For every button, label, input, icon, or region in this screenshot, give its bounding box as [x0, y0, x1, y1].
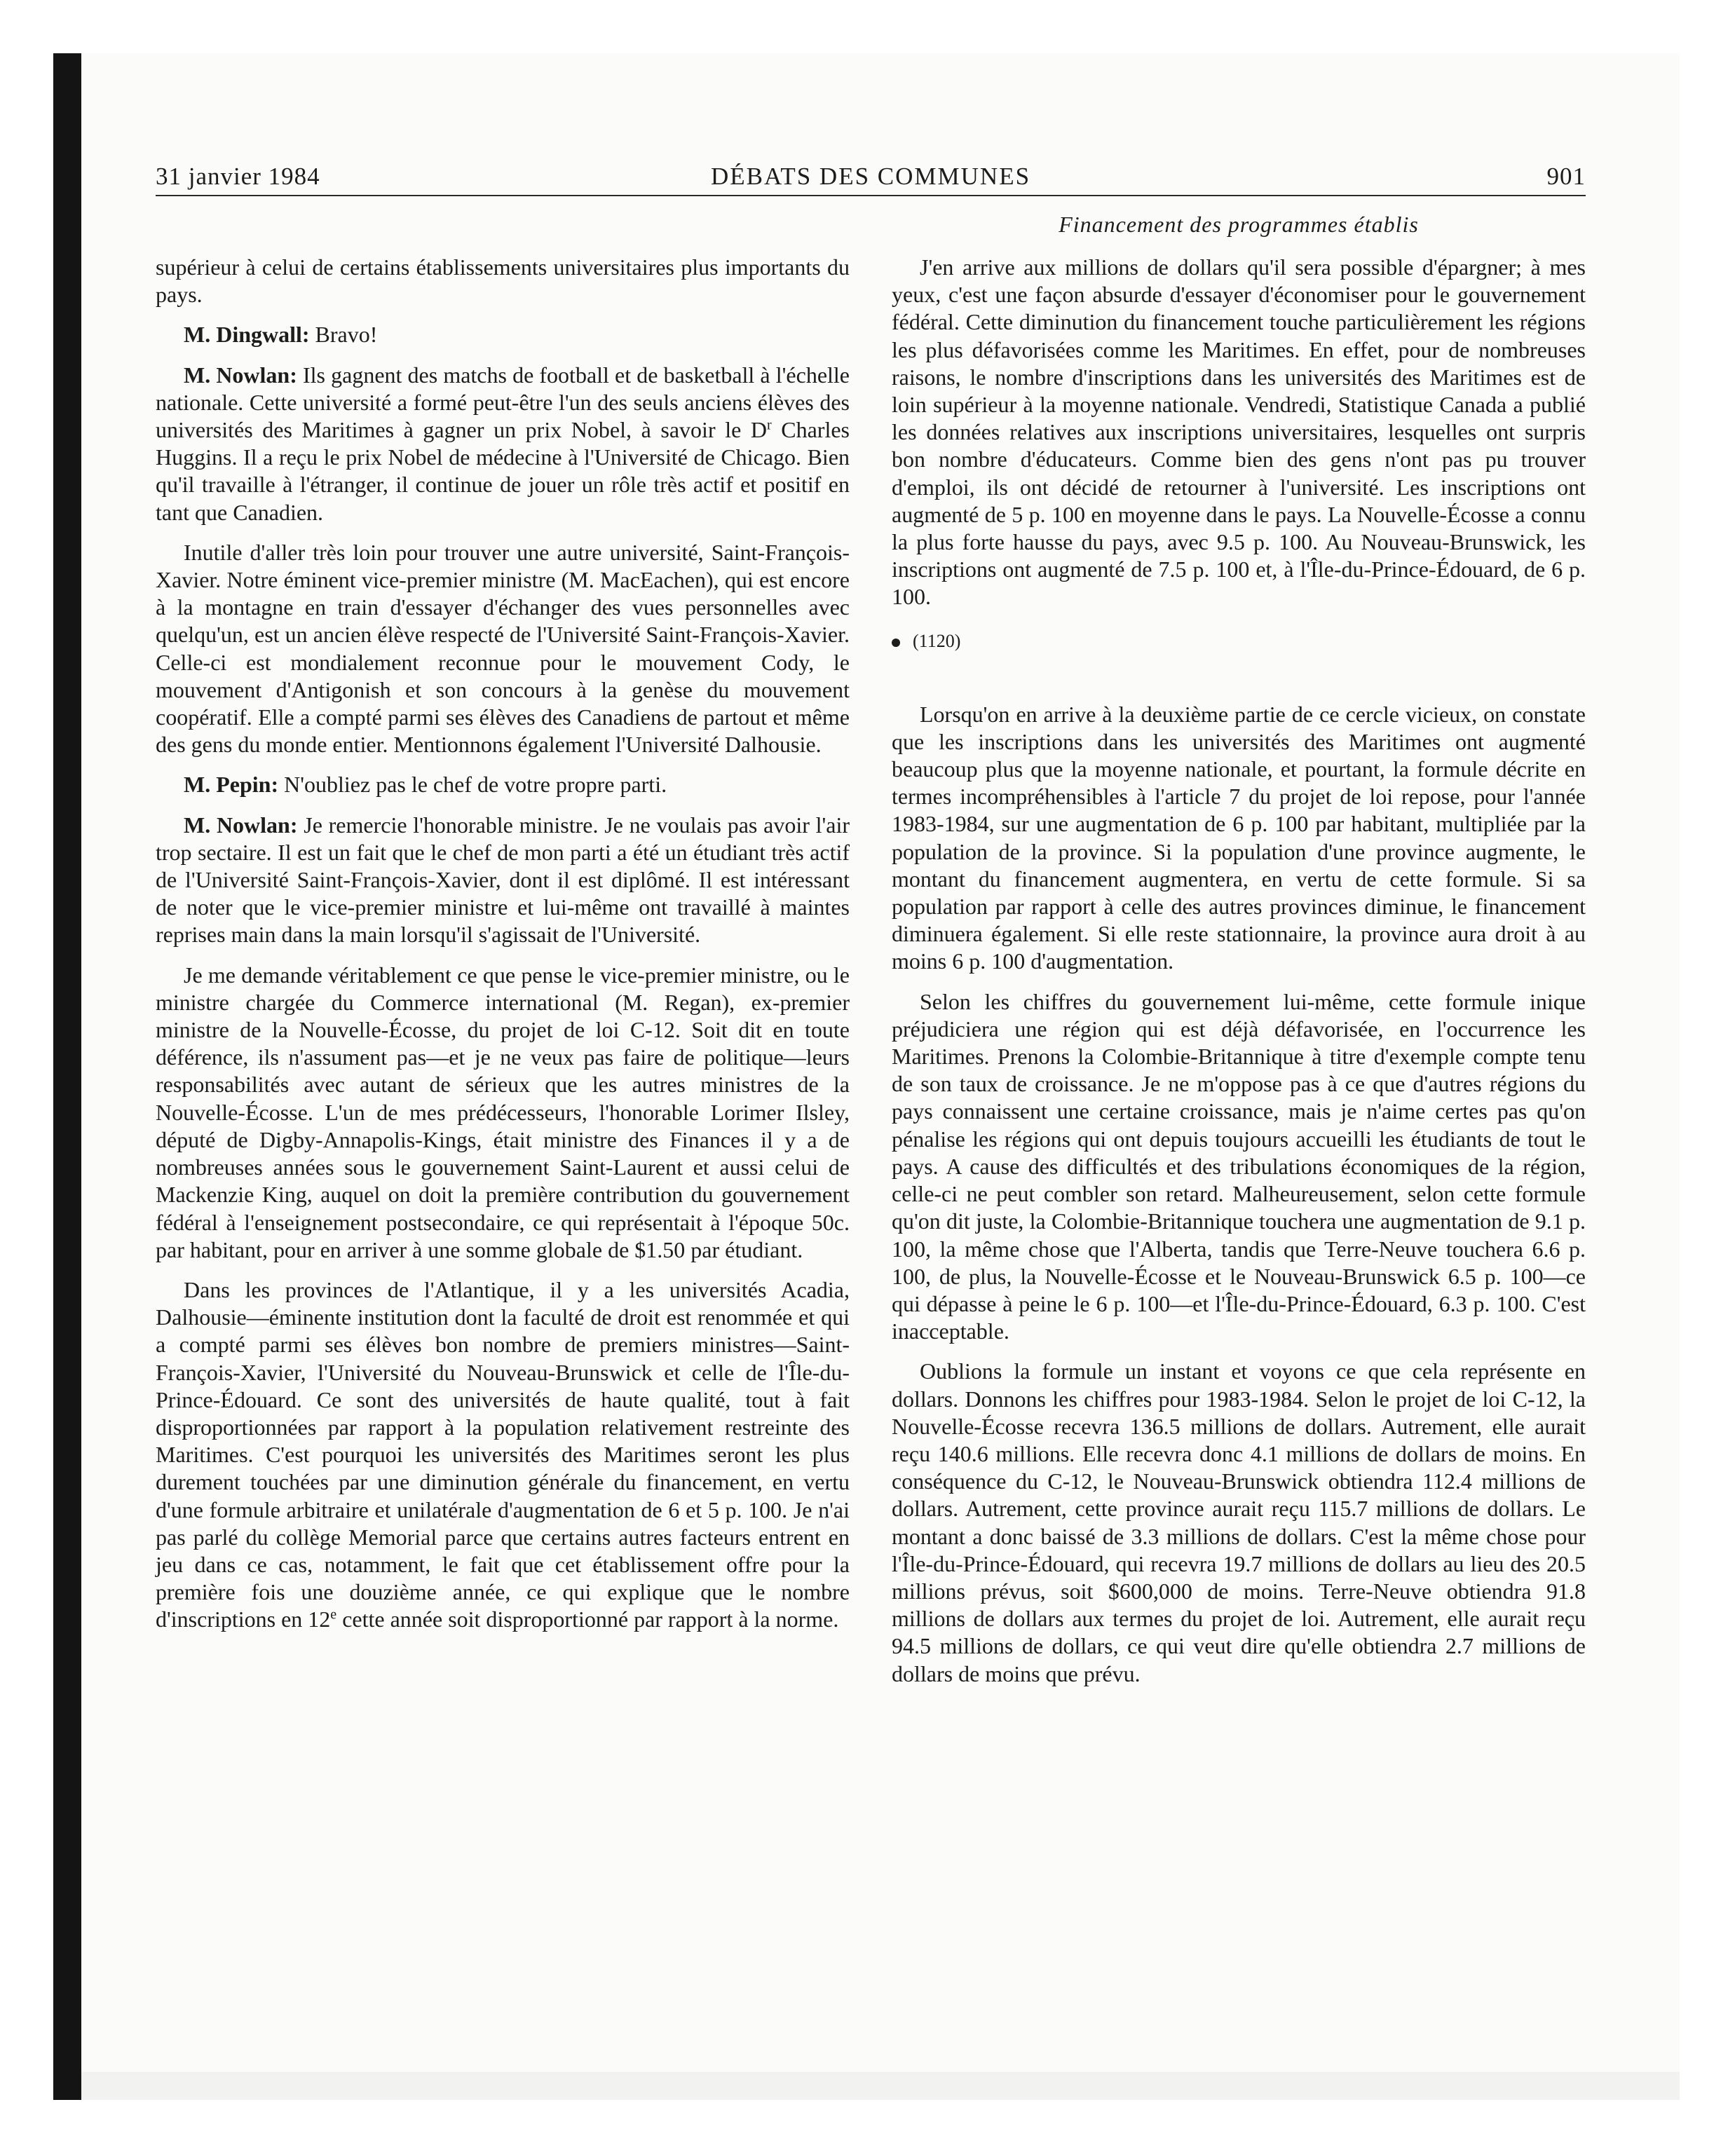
- superscript: r: [766, 417, 772, 433]
- bullet-icon: [892, 639, 900, 647]
- header-page-number: 901: [1546, 163, 1586, 190]
- speech-text: Bravo!: [309, 322, 378, 348]
- scan-binding-edge: [53, 53, 81, 2100]
- speaker-name: M. Dingwall:: [184, 322, 310, 348]
- scan-bottom-edge: [81, 2072, 1680, 2100]
- speaker-name: M. Nowlan:: [184, 812, 298, 838]
- right-column: [892, 254, 1586, 1700]
- paragraph: Oublions la formule un instant et voyons ce que cela représente en dollars. Donnons les chiffres pour 1983-1984. Selon le projet de loi C-12, la Nouvelle-Écosse recevra 136.5 millions de dollars. Autrement, elle aurait reçu 140.6 millions. Elle recevra donc 4.1 millions de dollars de moins. En conséquence du C-12, le Nouveau-Brunswick obtiendra 112.4 millions de dollars. Autrement, cette province aurait reçu 115.7 millions de dollars. Le montant a donc baissé de 3.3 millions de dollars. C'est la même chose pour l'Île-du-Prince-Édouard, qui recevra 19.7 millions de dollars au lieu des 20.5 millions prévus, soit $600,000 de moins. Terre-Neuve obtiendra 91.8 millions de dollars aux termes du projet de loi. Autrement, elle aurait reçu 94.5 millions de dollars, ce qui veut dire qu'elle obtiendra 2.7 millions de dollars de moins que prévu.: [892, 1358, 1586, 1686]
- paragraph: supérieur à celui de certains établissements universitaires plus importants du pays.: [156, 254, 850, 308]
- header-journal-title: DÉBATS DES COMMUNES: [710, 163, 1031, 190]
- superscript: e: [330, 1606, 337, 1623]
- time-marker-label: (1120): [913, 630, 961, 651]
- speaker-name: M. Pepin:: [184, 772, 279, 798]
- section-subheading: Financement des programmes établis: [1059, 212, 1419, 237]
- paragraph: Selon les chiffres du gouvernement lui-même, cette formule inique préjudiciera une région qui est déjà défavorisée, en l'occurrence les Maritimes. Prenons la Colombie-Britannique à titre d'exemple compte tenu de son taux de croissance. Je ne m'oppose pas à ce que d'autres régions du pays connaissent une certaine croissance, mais je n'aime certes pas qu'on pénalise les régions qui ont depuis toujours accueilli les étudiants de tout le pays. A cause des difficultés et des tribulations économiques de la région, celle-ci ne peut combler son retard. Malheureusement, selon cette formule qu'on dit juste, la Colombie-Britannique touchera une augmentation de 9.1 p. 100, la même chose que l'Alberta, tandis que Terre-Neuve touchera 6.6 p. 100, de plus, la Nouvelle-Écosse et le Nouveau-Brunswick 6.5 p. 100—ce qui dépasse à peine le 6 p. 100—et l'Île-du-Prince-Édouard, 6.3 p. 100. C'est inacceptable.: [892, 988, 1586, 1344]
- header-rule: [156, 195, 1586, 196]
- header-date: 31 janvier 1984: [156, 163, 320, 190]
- speech-pepin: [156, 771, 850, 798]
- speech-text: Je remercie l'honorable ministre. Je ne voulais pas avoir l'air trop sectaire. Il est un fait que le chef de mon parti a été un étudiant très actif de l'Université Saint-François-Xavier, dont il est diplômé. Il est intéressant de noter que le vice-premier ministre et lui-même ont travaillé à maintes reprises main dans la main lorsqu'il s'agissait de l'Université.: [156, 812, 850, 948]
- time-marker: [892, 631, 1586, 652]
- paragraph-text: Dans les provinces de l'Atlantique, il y a les universités Acadia, Dalhousie—éminente institution dont la faculté de droit est renommée et qui a compté parmi ses élèves bon nombre de premiers ministres—Saint-François-Xavier, l'Université du Nouveau-Brunswick et celle de l'Île-du-Prince-Édouard. Ce sont des universités de haute qualité, tout à fait disproportionnées par rapport à la population relativement restreinte des Maritimes. C'est pourquoi les universités des Maritimes seront les plus durement touchées par une diminution générale du financement, en vertu d'une formule arbitraire et unilatérale d'augmentation de 6 et 5 p. 100. Je n'ai pas parlé du collège Memorial parce que certains autres facteurs entrent en jeu dans ce cas, notamment, le fait que cet établissement offre pour la première fois une douzième année, ce qui explique que le nombre d'inscriptions en 12: [156, 1276, 850, 1632]
- paragraph-text: cette année soit disproportionné par rapport à la norme.: [336, 1606, 839, 1632]
- speech-text: N'oubliez pas le chef de votre propre parti.: [278, 772, 667, 798]
- paragraph: Je me demande véritablement ce que pense le vice-premier ministre, ou le ministre chargée du Commerce international (M. Regan), ex-premier ministre de la Nouvelle-Écosse, du projet de loi C-12. Soit dit en toute déférence, ils n'assument pas—et je ne veux pas faire de politique—leurs responsabilités avec autant de sérieux que les autres ministres de la Nouvelle-Écosse. L'un de mes prédécesseurs, l'honorable Lorimer Ilsley, député de Digby-Annapolis-Kings, était ministre des Finances il y a de nombreuses années sous le gouvernement Saint-Laurent et aussi celui de Mackenzie King, auquel on doit la première contribution du gouvernement fédéral à l'enseignement postsecondaire, ce qui représentait à l'époque 50c. par habitant, pour en arriver à une somme globale de $1.50 par étudiant.: [156, 962, 850, 1262]
- speech-nowlan: [156, 362, 850, 526]
- left-column: [156, 254, 850, 1646]
- paragraph: Lorsqu'on en arrive à la deuxième partie de ce cercle vicieux, on constate que les inscriptions dans les universités des Maritimes ont augmenté beaucoup plus que la moyenne nationale, et pourtant, la formule décrite en termes incompréhensibles à l'article 7 du projet de loi repose, pour l'année 1983-1984, sur une augmentation de 6 p. 100 par habitant, multipliée par la population de la province. Si la population d'une province augmente, le montant du financement augmentera, en vertu de cette formule. Si sa population par rapport à celle des autres provinces diminue, le financement diminuera également. Si elle reste stationnaire, la province aura droit à au moins 6 p. 100 d'augmentation.: [892, 701, 1586, 974]
- running-header: [156, 163, 1586, 198]
- paragraph: J'en arrive aux millions de dollars qu'il sera possible d'épargner; à mes yeux, c'est une façon absurde d'essayer d'économiser pour le gouvernement fédéral. Cette diminution du financement touche particulièrement les régions les plus défavorisées comme les Maritimes. En effet, pour de nombreuses raisons, le nombre d'inscriptions dans les universités des Maritimes est de loin supérieur à la moyenne nationale. Vendredi, Statistique Canada a publié les données relatives aux inscriptions universitaires, lesquelles ont surpris bon nombre d'éducateurs. Comme bien des gens n'ont pas pu trouver d'emploi, ils ont décidé de retourner à l'université. Les inscriptions ont augmenté de 5 p. 100 en moyenne dans le pays. La Nouvelle-Écosse a connu la plus forte hausse du pays, avec 9.5 p. 100. Au Nouveau-Brunswick, les inscriptions ont augmenté de 7.5 p. 100 et, à l'Île-du-Prince-Édouard, de 6 p. 100.: [892, 254, 1586, 610]
- speaker-name: M. Nowlan:: [184, 362, 297, 388]
- paragraph: Inutile d'aller très loin pour trouver une autre université, Saint-François-Xavier. Notre éminent vice-premier ministre (M. MacEachen), qui est encore à la montagne en train d'essayer d'échanger des vues personnelles avec quelqu'un, est un ancien élève respecté de l'Université Saint-François-Xavier. Celle-ci est mondialement reconnue pour le mouvement Cody, le mouvement d'Antigonish et son concours à la genèse du mouvement coopératif. Elle a compté parmi ses élèves des Canadiens de partout et même des gens du monde entier. Mentionnons également l'Université Dalhousie.: [156, 539, 850, 758]
- speech-dingwall: [156, 321, 850, 348]
- speech-text: Charles Huggins. Il a reçu le prix Nobel de médecine à l'Université de Chicago. Bien qu'il travaille à l'étranger, il continue de jouer un rôle très actif et positif en tant que Canadien.: [156, 417, 850, 525]
- paragraph: [156, 1276, 850, 1634]
- speech-nowlan: [156, 812, 850, 949]
- speech-text: Ils gagnent des matchs de football et de basketball à l'échelle nationale. Cette université a formé peut-être l'un des seuls anciens élèves des universités des Maritimes à gagner un prix Nobel, à savoir le D: [156, 362, 850, 443]
